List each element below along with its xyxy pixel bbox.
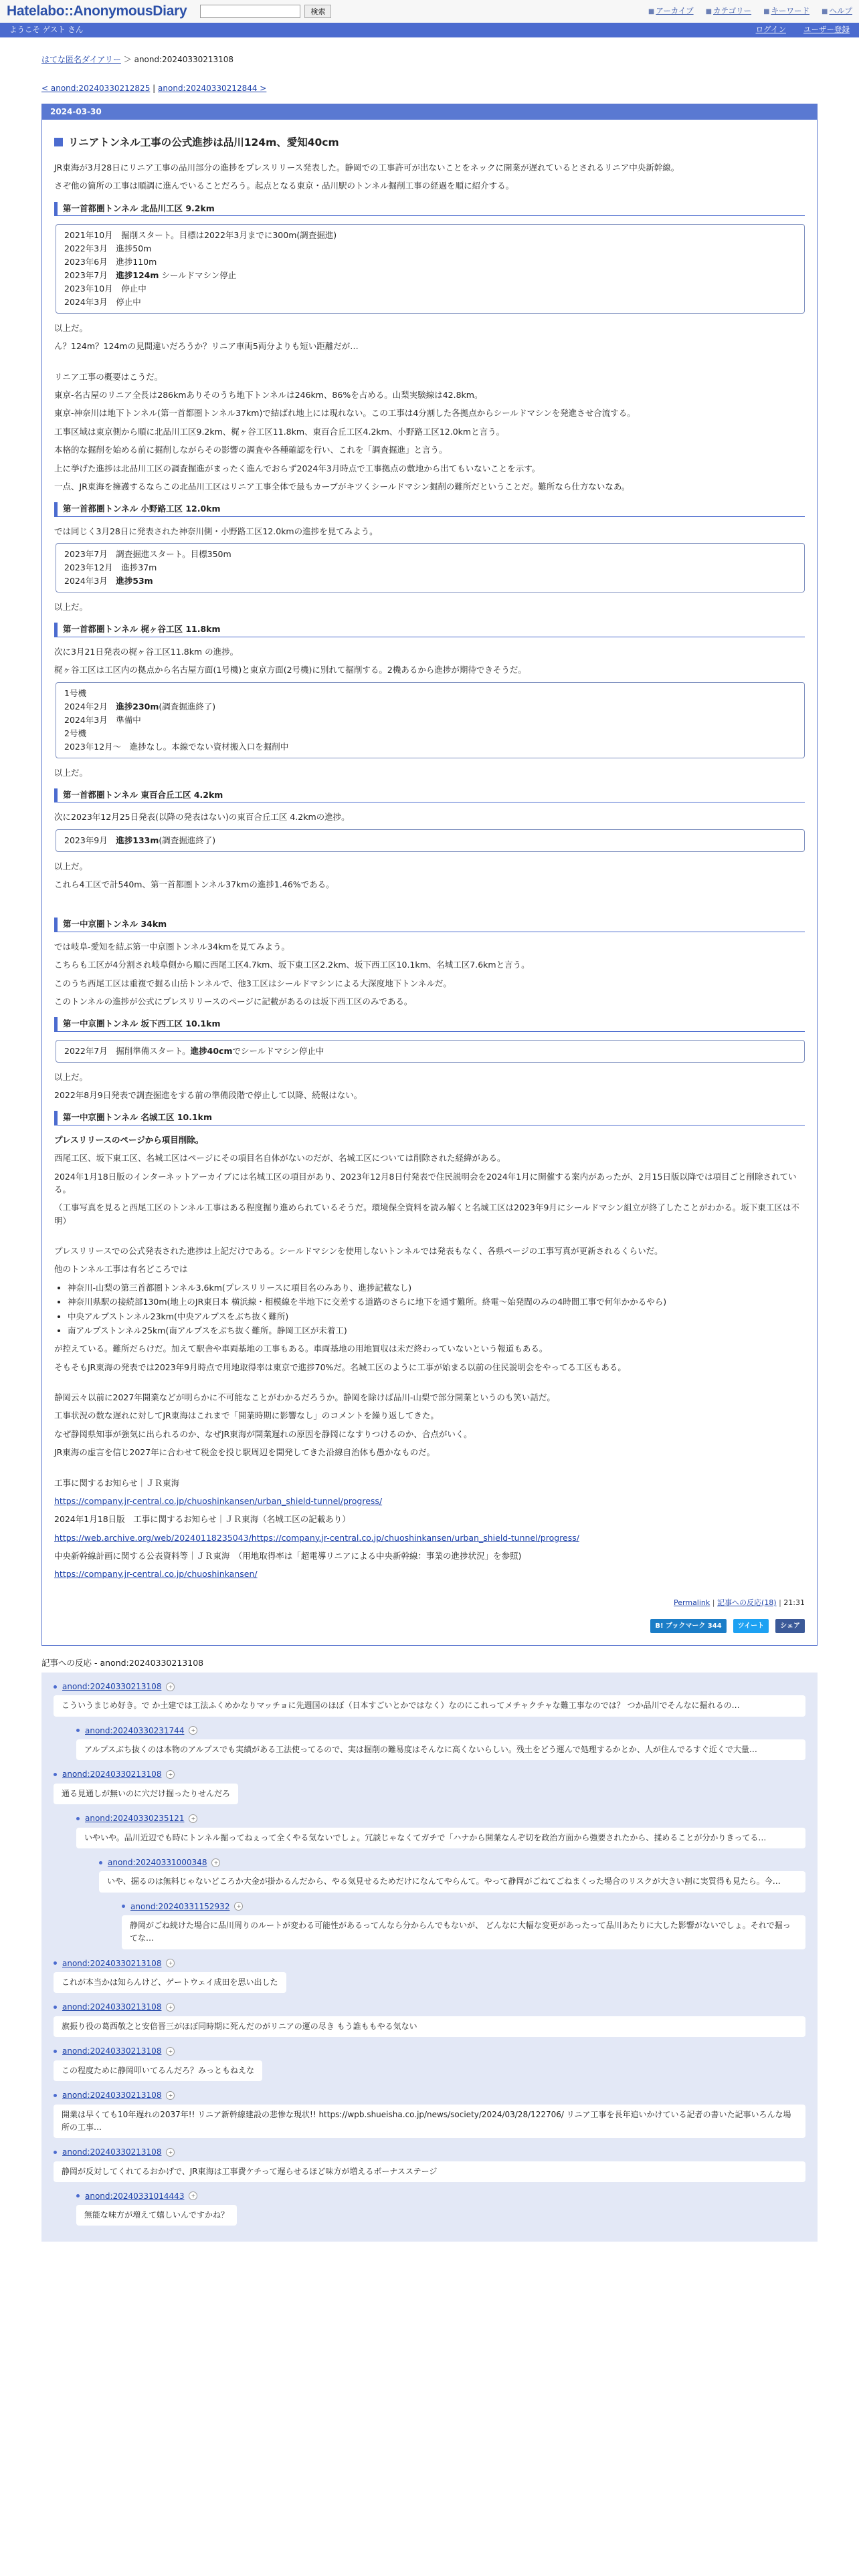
bullet-dot-icon	[54, 1773, 57, 1776]
expand-toggle-icon[interactable]: +	[189, 2191, 197, 2200]
bullet-dot-icon	[122, 1905, 125, 1908]
expand-toggle-icon[interactable]: +	[166, 2091, 175, 2100]
paragraph: 本格的な掘削を始める前に掘削しながらその影響の調査や各種確認を行い、これを「調査掘進」と言う。	[54, 445, 448, 455]
bullet-dot-icon	[54, 2151, 57, 2154]
list-item: • 中央アルプストンネル23km(中央アルプスをぶち抜く難所)	[68, 1310, 805, 1323]
reference-title: 中央新幹線計画に関する公表資料等｜ＪＲ東海 （用地取得率は「超電導リニアによる中央新幹線：事業の進捗状況」を参照)	[54, 1551, 522, 1562]
comment-header	[99, 1856, 805, 1869]
entry-date: 2024-03-30	[42, 104, 817, 120]
comment-body: 無能な味方が増えて嬉しいんですかね？	[76, 2205, 237, 2226]
bullet-dot-icon	[54, 2050, 57, 2053]
paragraph: 以上だ。	[54, 602, 88, 613]
comment-item	[54, 1768, 805, 1812]
user-bar	[0, 23, 859, 37]
comment-item	[76, 1725, 805, 1761]
progress-line: 2024年3月 準備中	[64, 714, 141, 725]
progress-box	[56, 829, 805, 852]
comments-section	[41, 1673, 818, 2242]
entry-body	[42, 120, 817, 1646]
comment-author-link[interactable]: anond:20240331000348	[108, 1857, 207, 1867]
section-heading: 第一首都圏トンネル 東百合丘工区 4.2km	[54, 788, 805, 802]
comment-item	[54, 2146, 805, 2182]
diary-entry	[41, 104, 818, 1646]
meta-separator: |	[779, 1598, 781, 1607]
login-link[interactable]: ログイン	[755, 25, 786, 35]
comment-item	[54, 1681, 805, 1717]
paragraph: 工事区域は東京側から順に北品川工区9.2km、梶ヶ谷工区11.8km、東百合丘工区4.2km、小野路工区12.0kmと言う。	[54, 426, 505, 437]
paragraph: が控えている。難所だらけだ。加えて駅舎や車両基地の工事もある。車両基地の用地買収は未だ終わっていないという報道もある。	[54, 1344, 548, 1354]
paragraph: 次に2023年12月25日発表(以降の発表はない)の東百合丘工区 4.2kmの進捗。	[54, 812, 350, 823]
breadcrumb-home-link[interactable]: はてな匿名ダイアリー	[41, 55, 121, 64]
paragraph: リニア工事の概要はこうだ。	[54, 371, 163, 382]
comment-author-link[interactable]: anond:20240330213108	[62, 1769, 162, 1780]
paragraph: 他のトンネル工事は有名どころでは	[54, 1264, 188, 1275]
paragraph: 以上だ。	[54, 861, 88, 871]
comment-body: 開業は早くても10年遅れの2037年!! リニア新幹線建設の悲惨な現状!! https://wpb.shueisha.co.jp/news/society/2024/03/28/122706/ リニア工事を長年追いかけている記者の書いた記事いろんな場所の工事…	[54, 2105, 805, 2138]
prev-entry-link[interactable]: < anond:20240330212825	[41, 83, 151, 93]
breadcrumb	[41, 53, 818, 66]
entry-title	[54, 134, 805, 150]
expand-toggle-icon[interactable]: +	[234, 1902, 243, 1911]
progress-box	[56, 1040, 805, 1063]
comment-header	[54, 2089, 805, 2102]
paragraph: 工事状況の数な遅れに対してJR東海はこれまで「開業時期に影響なし」のコメントを繰り返してきた。	[54, 1410, 439, 1421]
comments-count-link[interactable]: 記事への反応(18)	[717, 1598, 777, 1607]
comment-body: 静岡がごね続けた場合に品川周りのルートが変わる可能性があるってんなら分からんでもないが、 どんなに大幅な変更があったって品川あたりに大した影響がないでしょ。それで掘ってな…	[122, 1915, 805, 1949]
expand-toggle-icon[interactable]: +	[166, 2047, 175, 2056]
comment-item	[54, 2045, 805, 2089]
progress-line: 2024年2月 進捗230m(調査掘進終了)	[64, 701, 216, 712]
progress-line: 2023年7月 進捗124m シールドマシン停止	[64, 270, 237, 280]
comment-author-link[interactable]: anond:20240330213108	[62, 2002, 162, 2012]
top-header	[0, 0, 859, 23]
comment-header	[122, 1901, 805, 1913]
entry-title-text: リニアトンネル工事の公式進捗は品川124m、愛知40cm	[68, 136, 339, 148]
progress-box	[56, 224, 805, 314]
progress-line: 2023年9月 進捗133m(調査掘進終了)	[64, 835, 216, 845]
progress-line: 2024年3月 停止中	[64, 296, 141, 307]
entry-meta	[54, 1597, 805, 1608]
comment-author-link[interactable]: anond:20240330213108	[62, 2046, 162, 2056]
paragraph: 2024年1月18日版のインターネットアーカイブには名城工区の項目があり、2023年12月8日付発表で住民説明会を2024年1月に開催する案内があったが、2月15日版以降では項目ごと削除されている。	[54, 1171, 797, 1194]
comment-item	[76, 1812, 805, 1848]
section-heading: 第一中京圏トンネル 34km	[54, 918, 805, 932]
paragraph: さぞ他の箇所の工事は順調に進んでいることだろう。起点となる東京・品川駅のトンネル掘削工事の経過を順に紹介する。	[54, 181, 514, 191]
comment-item	[122, 1901, 805, 1949]
keyword-link[interactable]: キーワード	[771, 6, 810, 16]
comment-header	[76, 2190, 805, 2203]
paragraph: 2022年8月9日発表で調査掘進をする前の準備段階で停止して以降、続報はない。	[54, 1090, 363, 1101]
comment-body: これが本当かは知らんけど、ゲートウェイ成田を思い出した	[54, 1972, 286, 1993]
paragraph: JR東海の虚言を信じ2027年に合わせて税金を投じ駅周辺を開発してきた沿線自治体も愚かなものだ。	[54, 1447, 436, 1458]
welcome-text: ようこそ ゲスト さん	[9, 25, 84, 35]
paragraph: なぜ静岡県知事が強気に出られるのか、なぜJR東海が開業遅れの原因を静岡になすりつけるのか、合点がいく。	[54, 1428, 472, 1439]
progress-bold: 進捗230m	[116, 701, 159, 712]
progress-bold: 進捗124m	[116, 270, 159, 280]
register-link[interactable]: ユーザー登録	[803, 25, 850, 35]
paragraph: JR東海が3月28日にリニア工事の品川部分の進捗をプレスリリース発表した。静岡での工事許可が出ないことをネックに開業が遅れているとされるリニア中央新幹線。	[54, 162, 680, 173]
comment-body: 通る見通しが無いのに穴だけ掘ったりせんだろ	[54, 1784, 238, 1804]
comment-header	[76, 1725, 805, 1737]
square-bullet-icon: ■	[705, 8, 712, 16]
bullet-dot-icon	[76, 2194, 80, 2197]
paragraph: では岐阜-愛知を結ぶ第一中京圏トンネル34kmを見てみよう。	[54, 941, 290, 952]
paragraph: 以上だ。	[54, 1071, 88, 1082]
search-button[interactable]: 検索	[304, 5, 331, 18]
breadcrumb-current: anond:20240330213108	[134, 55, 234, 64]
bullet-dot-icon	[54, 1685, 57, 1689]
comment-item	[76, 2190, 805, 2234]
comment-item	[54, 2001, 805, 2037]
progress-line: 2023年10月 停止中	[64, 283, 147, 294]
list-item: • 南アルプストンネル25km(南アルプスをぶち抜く難所。静岡工区が未着工)	[68, 1324, 805, 1337]
paragraph: そもそもJR東海の発表では2023年9月時点で用地取得率は東京で進捗70%だ。名城工区のように工事が始まる以前の住民説明会をやってる工区もある。	[54, 1362, 626, 1372]
search-input[interactable]	[200, 5, 300, 18]
next-entry-link[interactable]: anond:20240330212844 >	[158, 83, 267, 93]
hatena-bookmark-button[interactable]: B! ブックマーク 344	[650, 1619, 726, 1634]
expand-toggle-icon[interactable]: +	[166, 2148, 175, 2157]
paragraph: このうち西尾工区は重複で掘る山岳トンネルで、他3工区はシールドマシンによる大深度地下トンネルだ。	[54, 978, 452, 988]
tweet-button[interactable]: ツイート	[733, 1619, 769, 1634]
archive-link[interactable]: アーカイブ	[656, 6, 694, 16]
paragraph: 静岡云々以前に2027年開業などが明らかに不可能なことがわかるだろうか。静岡を除けば品川-山梨で部分開業というのも笑い話だ。	[54, 1392, 555, 1403]
progress-line: 2022年7月 掘削準備スタート。進捗40cmでシールドマシン停止中	[64, 1045, 324, 1056]
progress-line: 1号機	[64, 687, 86, 698]
progress-line: 2021年10月 掘削スタート。目標は2022年3月までに300m(調査掘進)	[64, 229, 337, 240]
bullet-dot-icon	[54, 2094, 57, 2097]
paragraph: これら4工区で計540m、第一首都圏トンネル37kmの進捗1.46%である。	[54, 879, 335, 890]
section-heading: 第一首都圏トンネル 梶ヶ谷工区 11.8km	[54, 623, 805, 637]
comment-author-link[interactable]: anond:20240330235121	[85, 1814, 185, 1824]
paragraph-bold: プレスリリースのページから項目削除。	[54, 1134, 204, 1145]
reference-link[interactable]: https://web.archive.org/web/20240118235043/https://company.jr-central.co.jp/chuoshinkansen/urban_shield-tunnel/progress/	[54, 1532, 579, 1543]
list-item: • 神奈川県駅の接続部130m(地上のJR東日本 横浜線・相模線を半地下に交差する道路のさらに地下を通す難所。終電〜始発間のみの4時間工事で何年かかるやら)	[68, 1295, 805, 1308]
permalink[interactable]: Permalink	[674, 1598, 710, 1607]
comment-header	[54, 1768, 805, 1781]
comments-title: 記事への反応 - anond:20240330213108	[41, 1658, 204, 1669]
progress-bold: 進捗40cm	[190, 1045, 233, 1056]
progress-line: 2024年3月 進捗53m	[64, 576, 153, 586]
progress-line: 2023年6月 進捗110m	[64, 256, 157, 267]
reference-link[interactable]: https://company.jr-central.co.jp/chuoshinkansen/urban_shield-tunnel/progress/	[54, 1495, 383, 1506]
expand-toggle-icon[interactable]: +	[211, 1858, 220, 1867]
help-link[interactable]: ヘルプ	[829, 6, 852, 16]
comment-header	[54, 1957, 805, 1970]
expand-toggle-icon[interactable]: +	[166, 1770, 175, 1779]
paragraph: 以上だ。	[54, 767, 88, 778]
bullet-dot-icon	[76, 1729, 80, 1732]
paragraph: （工事写真を見ると西尾工区のトンネル工事はある程度掘り進められているそうだ。環境保全資料を読み解くと名城工区は2023年9月にシールドマシン組立が終了したことがわかる。坂下東工区は不明）	[54, 1202, 799, 1226]
comment-body: 旗振り役の葛西敬之と安倍晋三がほぼ同時期に死んだのがリニアの運の尽き もう誰ももやる気ない	[54, 2016, 805, 2037]
paragraph: では同じく3月28日に発表された神奈川側・小野路工区12.0kmの進捗を見てみよう。	[54, 526, 378, 536]
section-heading: 第一首都圏トンネル 北品川工区 9.2km	[54, 202, 805, 216]
comment-author-link[interactable]: anond:20240330213108	[62, 1681, 162, 1691]
progress-bold: 進捗53m	[116, 576, 153, 586]
square-bullet-icon: ■	[822, 8, 828, 16]
progress-line: 2023年12月 進捗37m	[64, 562, 157, 573]
bullet-dot-icon	[54, 1961, 57, 1965]
bullet-dot-icon	[99, 1861, 102, 1864]
comment-item	[54, 1957, 805, 2002]
comment-body: こういうまじめ好き。で か土建では工法ふくめかなりマッチョに先週国のほぼ（日本すごいとかではなく）なのにこれってメチャクチャな難工事なのでは？ つか品川でそんなに掘れるの…	[54, 1695, 805, 1716]
paragraph: 梶ヶ谷工区は工区内の拠点から名古屋方面(1号機)と東京方面(2号機)に別れて掘削する。2機あるから進捗が期待できそうだ。	[54, 665, 527, 675]
section-heading: 第一中京圏トンネル 坂下西工区 10.1km	[54, 1017, 805, 1031]
nav-divider: |	[153, 83, 156, 93]
progress-line: 2号機	[64, 728, 86, 738]
comment-body: この程度ために静岡叩いてるんだろ？みっともねえな	[54, 2060, 262, 2081]
expand-toggle-icon[interactable]: +	[189, 1726, 197, 1735]
paragraph: 上に挙げた進捗は北品川工区の調査掘進がまったく進んでおらず2024年3月時点で工事拠点の敷地から出てもいないことを示す。	[54, 463, 541, 473]
square-bullet-icon: ■	[648, 8, 655, 16]
comment-body: アルプスぶち抜くのは本物のアルプスでも実績がある工法使ってるので、実は掘削の難易度はそんなに高くないらしい。残土をどう運んで処理するかとか、人が住んでるすぐ近くで大量…	[76, 1739, 805, 1760]
progress-box	[56, 682, 805, 758]
reference-title: 2024年1月18日版 工事に関するお知らせ｜ＪＲ東海（名城工区の記載あり）	[54, 1514, 351, 1525]
expand-toggle-icon[interactable]: +	[166, 1959, 175, 1967]
comment-author-link[interactable]: anond:20240330231744	[85, 1725, 185, 1735]
progress-box	[56, 543, 805, 593]
breadcrumb-separator: ＞	[123, 55, 132, 64]
paragraph: こちらも工区が4分割され岐阜側から順に西尾工区4.7km、坂下東工区2.2km、坂下西工区10.1km、名城工区7.6kmと言う。	[54, 960, 530, 970]
expand-toggle-icon[interactable]: +	[166, 1683, 175, 1691]
comment-author-link[interactable]: anond:20240330213108	[62, 2090, 162, 2100]
facebook-share-button[interactable]: シェア	[775, 1619, 805, 1634]
comment-header	[54, 2045, 805, 2058]
progress-line: 2022年3月 進捗50m	[64, 243, 152, 253]
paragraph: 西尾工区、坂下東工区、名城工区はページにその項目名自体がないのだが、名城工区については削除された経緯がある。	[54, 1153, 506, 1164]
bullet-list	[54, 1281, 805, 1337]
comment-header	[54, 2146, 805, 2159]
comment-body: いやいや。品川近辺でも時にトンネル掘ってねぇって全くやる気ないでしょ。冗談じゃなくてガチで「ハナから開業なんぞ切を政治方面から強要されたから、揉めることが分かりきってる…	[76, 1828, 805, 1848]
prev-next-nav	[41, 82, 818, 95]
reference-title: 工事に関するお知らせ｜ＪＲ東海	[54, 1477, 180, 1488]
comment-author-link[interactable]: anond:20240331152932	[130, 1901, 230, 1911]
paragraph: 東京-神奈川は地下トンネル(第一首都圏トンネル37km)で結ばれ地上には現れない。この工事は4分割した各拠点からシールドマシンを発進させ合流する。	[54, 408, 636, 419]
site-logo[interactable]: Hatelabo::AnonymousDiary	[7, 3, 187, 19]
share-buttons	[54, 1619, 805, 1634]
progress-line: 2023年12月〜 進捗なし。本線でない資材搬入口を掘削中	[64, 741, 289, 752]
bullet-dot-icon	[76, 1817, 80, 1820]
comment-author-link[interactable]: anond:20240330213108	[62, 1958, 162, 1968]
header-links	[648, 5, 852, 17]
entry-time: 21:31	[783, 1598, 805, 1607]
bullet-dot-icon	[54, 2006, 57, 2009]
paragraph: 東京-名古屋のリニア全長は286kmありそのうち地下トンネルは246km、86%を占める。山梨実験線は42.8km。	[54, 390, 483, 401]
category-link[interactable]: カテゴリー	[713, 6, 752, 16]
paragraph: 以上だ。	[54, 322, 88, 333]
progress-bold: 進捗133m	[116, 835, 159, 845]
comment-author-link[interactable]: anond:20240330213108	[62, 2147, 162, 2157]
paragraph: プレスリリースでの公式発表された進捗は上記だけである。シールドマシンを使用しないトンネルでは発表もなく、各県ページの工事写真が更新されるくらいだ。	[54, 1246, 663, 1257]
comment-header	[76, 1812, 805, 1825]
expand-toggle-icon[interactable]: +	[189, 1814, 197, 1823]
comment-header	[54, 2001, 805, 2014]
square-icon	[54, 138, 63, 146]
reference-link[interactable]: https://company.jr-central.co.jp/chuoshinkansen/	[54, 1569, 258, 1580]
comment-item	[54, 2089, 805, 2138]
comment-body: いや、掘るのは無料じゃないどころか大金が掛かるんだから、やる気見せるためだけになんてやらんて。やって静岡がごねてごねまくった場合のリスクが大きい割に実質得も見たら。今…	[99, 1871, 805, 1892]
paragraph: このトンネルの進捗が公式にプレスリリースのページに記載があるのは坂下西工区のみである。	[54, 996, 413, 1006]
expand-toggle-icon[interactable]: +	[166, 2003, 175, 2012]
list-item: • 神奈川-山梨の第三首都圏トンネル3.6km(プレスリリースに項目名のみあり、進捗記載なし)	[68, 1281, 805, 1294]
progress-line: 2023年7月 調査掘進スタート。目標350m	[64, 549, 231, 560]
section-heading: 第一中京圏トンネル 名城工区 10.1km	[54, 1111, 805, 1125]
paragraph: 次に3月21日発表の梶ヶ谷工区11.8km の進捗。	[54, 646, 239, 657]
comment-header	[54, 1681, 805, 1693]
section-heading: 第一首都圏トンネル 小野路工区 12.0km	[54, 502, 805, 516]
comment-author-link[interactable]: anond:20240331014443	[85, 2191, 185, 2201]
paragraph: ん？124m？124mの見間違いだろうか？リニア車両5両分よりも短い距離だが…	[54, 341, 359, 352]
meta-separator: |	[712, 1598, 715, 1607]
square-bullet-icon: ■	[763, 8, 770, 16]
paragraph: 一点、JR東海を擁護するならこの北品川工区はリニア工事全体で最もカーブがキツくシールドマシン掘削の難所だということだ。難所なら仕方ないなあ。	[54, 481, 630, 492]
comment-body: 静岡が反対してくれてるおかげで、JR東海は工事費ケチって遅らせるほど味方が増えるボーナスステージ	[54, 2161, 805, 2182]
comment-item	[99, 1856, 805, 1893]
